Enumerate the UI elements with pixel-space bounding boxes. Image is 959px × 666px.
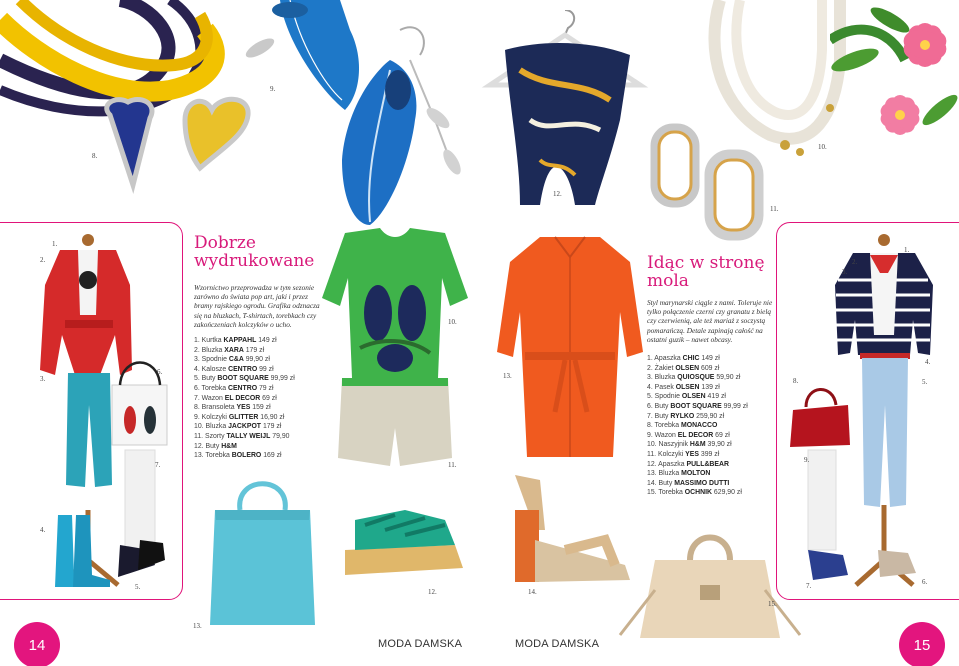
item-name: 4. Pasek bbox=[647, 383, 676, 391]
item-price: 99 zł bbox=[257, 365, 274, 373]
item-name: 7. Wazon bbox=[194, 394, 225, 402]
item-price: 59,90 zł bbox=[714, 374, 741, 382]
item-brand: MOLTON bbox=[681, 470, 711, 478]
product-number-9-right: 9. bbox=[804, 456, 810, 464]
item-price: 149 zł bbox=[256, 337, 277, 344]
product-number-1-right: 1. bbox=[904, 246, 910, 254]
left-mannequin-outfit-image bbox=[0, 225, 183, 597]
item-name: 8. Torebka bbox=[647, 422, 681, 430]
item-price: 139 zł bbox=[699, 383, 720, 391]
list-item bbox=[647, 364, 777, 374]
product-number-12-mid: 12. bbox=[428, 588, 437, 596]
item-brand: QUIOSQUE bbox=[677, 374, 715, 382]
product-number-3-right: 3. bbox=[842, 268, 848, 276]
item-name: 13. Torebka bbox=[194, 452, 232, 460]
list-item bbox=[647, 488, 777, 498]
item-name: 1. Kurtka bbox=[194, 337, 224, 344]
item-name: 3. Spodnie bbox=[194, 356, 229, 364]
product-number-13-right: 13. bbox=[503, 372, 512, 380]
item-price: 99,90 zł bbox=[243, 356, 270, 364]
list-item bbox=[647, 479, 777, 489]
right-heading-line1: Idąc w stronę bbox=[647, 253, 765, 273]
green-top-shorts-image bbox=[320, 228, 470, 473]
item-brand: MONACCO bbox=[680, 422, 718, 430]
list-item bbox=[194, 355, 319, 365]
footer-label-left: MODA DAMSKA bbox=[378, 638, 463, 650]
item-brand: H&M bbox=[221, 442, 237, 450]
list-item bbox=[194, 442, 319, 452]
item-name: 2. Żakiet bbox=[647, 364, 676, 372]
item-brand: MASSIMO DUTTI bbox=[674, 479, 730, 487]
item-brand: OLSEN bbox=[681, 393, 706, 401]
right-intro-text: Styl marynarski ciągle z nami. Toleruje nie tylko połączenie czerni czy granatu z bielą czy czerwienią, ale też mariaż z soczystą pomarańczą. Detale zapinają całość na ostatni guzik – nawet obcasy. bbox=[647, 298, 773, 344]
item-name: 2. Bluzka bbox=[194, 346, 225, 354]
item-price: 179 zł bbox=[243, 346, 265, 354]
item-name: 13. Bluzka bbox=[647, 470, 682, 478]
item-name: 11. Szorty bbox=[194, 432, 227, 440]
item-brand: CENTRO bbox=[228, 365, 258, 373]
item-name: 15. Torebka bbox=[647, 489, 685, 497]
left-intro-text: Wzornictwo przeprowadza w tym sezonie zarówno do świata pop art, jaki i przez bramy rajskiego ogrodu. Grafika odznacza się na bluzkach, T-shirtach, torebkach czy zakończeniach kolczyków o ucho. bbox=[194, 283, 320, 329]
list-item bbox=[194, 432, 319, 442]
item-price: 69 zł bbox=[260, 394, 277, 402]
product-number-11: 11. bbox=[770, 205, 779, 213]
item-price: 99,99 zł bbox=[268, 375, 295, 383]
item-price: 69 zł bbox=[713, 431, 730, 439]
item-brand: PULL&BEAR bbox=[686, 460, 729, 468]
item-name: 9. Wazon bbox=[647, 431, 678, 439]
item-name: 6. Torebka bbox=[194, 384, 228, 392]
item-brand: XARA bbox=[224, 346, 244, 354]
list-item bbox=[647, 431, 777, 441]
product-number-4-right: 4. bbox=[925, 358, 931, 366]
item-name: 11. Kolczyki bbox=[647, 450, 686, 458]
product-number-6-left: 6. bbox=[157, 368, 163, 376]
item-price: 259,90 zł bbox=[694, 412, 725, 420]
item-name: 10. Bluzka bbox=[194, 423, 229, 431]
item-name: 5. Buty bbox=[194, 375, 218, 383]
product-number-4-left: 4. bbox=[40, 526, 46, 534]
item-name: 1. Apaszka bbox=[647, 355, 683, 362]
list-item bbox=[194, 403, 319, 413]
product-number-8-right: 8. bbox=[793, 377, 799, 385]
item-brand: H&M bbox=[689, 441, 706, 449]
product-number-10: 10. bbox=[818, 143, 827, 151]
left-heading-line2: wydrukowane bbox=[194, 251, 315, 271]
product-number-11-mid: 11. bbox=[448, 461, 457, 469]
product-number-6-right: 6. bbox=[922, 578, 928, 586]
right-heading bbox=[647, 254, 765, 290]
item-price: 39,90 zł bbox=[705, 441, 732, 449]
product-number-14: 14. bbox=[528, 588, 537, 596]
list-item bbox=[647, 373, 777, 383]
page-number-left: 14 bbox=[14, 622, 60, 666]
product-number-12: 12. bbox=[553, 190, 562, 198]
item-price: 16,90 zł bbox=[258, 413, 285, 421]
item-brand: JACKPOT bbox=[228, 423, 262, 431]
item-price: 159 zł bbox=[250, 404, 271, 412]
product-number-10-mid: 10. bbox=[448, 318, 457, 326]
list-item bbox=[647, 450, 777, 460]
item-price: 79,90 bbox=[270, 432, 290, 440]
list-item bbox=[647, 383, 777, 393]
item-price: 399 zł bbox=[698, 450, 720, 458]
left-heading bbox=[194, 234, 314, 270]
footer-label-right: MODA DAMSKA bbox=[515, 638, 600, 650]
orange-dress-image bbox=[495, 232, 645, 462]
item-name: 4. Kalosze bbox=[194, 365, 229, 373]
product-number-2-right: 2. bbox=[852, 258, 858, 266]
item-brand: EL DECOR bbox=[677, 431, 714, 439]
list-item bbox=[194, 451, 319, 461]
item-brand: BOOT SQUARE bbox=[217, 375, 269, 383]
list-item bbox=[194, 422, 319, 432]
right-heading-line2: mola bbox=[647, 271, 689, 291]
item-name: 10. Naszyjnik bbox=[647, 441, 690, 449]
item-price: 609 zł bbox=[699, 364, 720, 372]
item-name: 3. Bluzka bbox=[647, 374, 678, 382]
product-number-15: 15. bbox=[768, 600, 777, 608]
list-item bbox=[647, 469, 777, 479]
product-number-2-left: 2. bbox=[40, 256, 46, 264]
left-heading-line1: Dobrze bbox=[194, 233, 256, 253]
product-number-5-right: 5. bbox=[922, 378, 928, 386]
right-mannequin-outfit-image bbox=[778, 225, 959, 597]
list-item bbox=[194, 374, 319, 384]
list-item bbox=[194, 394, 319, 404]
product-number-3-left: 3. bbox=[40, 375, 46, 383]
item-brand: CHIC bbox=[682, 355, 700, 362]
blue-tote-bag-image bbox=[205, 470, 320, 630]
item-price: 79 zł bbox=[257, 384, 274, 392]
feather-earrings-image bbox=[230, 0, 480, 230]
item-price: 99,99 zł bbox=[721, 402, 748, 410]
product-number-1-left: 1. bbox=[52, 240, 58, 248]
list-item bbox=[647, 392, 777, 402]
item-price: 179 zł bbox=[261, 423, 282, 431]
item-brand: TALLY WEIJL bbox=[226, 432, 271, 440]
item-name: 8. Bransoleta bbox=[194, 404, 237, 412]
item-name: 7. Buty bbox=[647, 412, 671, 420]
product-number-7-left: 7. bbox=[155, 461, 161, 469]
item-brand: KAPPAHL bbox=[223, 337, 257, 344]
list-item bbox=[194, 413, 319, 423]
list-item bbox=[194, 365, 319, 375]
product-number-5-left: 5. bbox=[135, 583, 141, 591]
green-wedge-sandals-image bbox=[335, 490, 470, 585]
list-item bbox=[647, 354, 777, 364]
item-name: 5. Spodnie bbox=[647, 393, 682, 401]
item-name: 9. Kolczyki bbox=[194, 413, 229, 421]
page-number-right: 15 bbox=[899, 622, 945, 666]
product-number-8: 8. bbox=[92, 152, 98, 160]
item-price: 149 zł bbox=[699, 355, 720, 362]
list-item bbox=[194, 384, 319, 394]
flower-decoration-image bbox=[830, 0, 959, 170]
list-item bbox=[194, 346, 319, 356]
item-name: 12. Apaszka bbox=[647, 460, 687, 468]
list-item bbox=[647, 460, 777, 470]
list-item bbox=[647, 412, 777, 422]
item-brand: EL DECOR bbox=[224, 394, 261, 402]
item-price: 169 zł bbox=[261, 452, 282, 460]
item-brand: BOLERO bbox=[231, 452, 262, 460]
left-product-list bbox=[194, 336, 319, 461]
item-brand: OLSEN bbox=[675, 364, 700, 372]
item-brand: OCHNIK bbox=[684, 489, 712, 497]
item-brand: BOOT SQUARE bbox=[670, 402, 722, 410]
item-name: 6. Buty bbox=[647, 402, 671, 410]
item-price: 419 zł bbox=[705, 393, 726, 401]
list-item bbox=[194, 336, 319, 346]
right-product-list bbox=[647, 354, 777, 498]
item-brand: OLSEN bbox=[675, 383, 700, 391]
item-brand: YES bbox=[236, 404, 251, 412]
product-number-9: 9. bbox=[270, 85, 276, 93]
product-number-7-right: 7. bbox=[806, 582, 812, 590]
list-item bbox=[647, 402, 777, 412]
item-name: 14. Buty bbox=[647, 479, 675, 487]
product-number-13-mid: 13. bbox=[193, 622, 202, 630]
list-item bbox=[647, 440, 777, 450]
item-brand: YES bbox=[685, 450, 699, 458]
item-brand: RYLKO bbox=[670, 412, 695, 420]
item-brand: C&A bbox=[228, 356, 244, 364]
item-brand: CENTRO bbox=[227, 384, 258, 392]
item-brand: GLITTER bbox=[228, 413, 259, 421]
scarf-on-hanger-image bbox=[480, 10, 650, 215]
item-price: 629,90 zł bbox=[711, 489, 742, 497]
list-item bbox=[647, 421, 777, 431]
item-name: 12. Buty bbox=[194, 442, 222, 450]
